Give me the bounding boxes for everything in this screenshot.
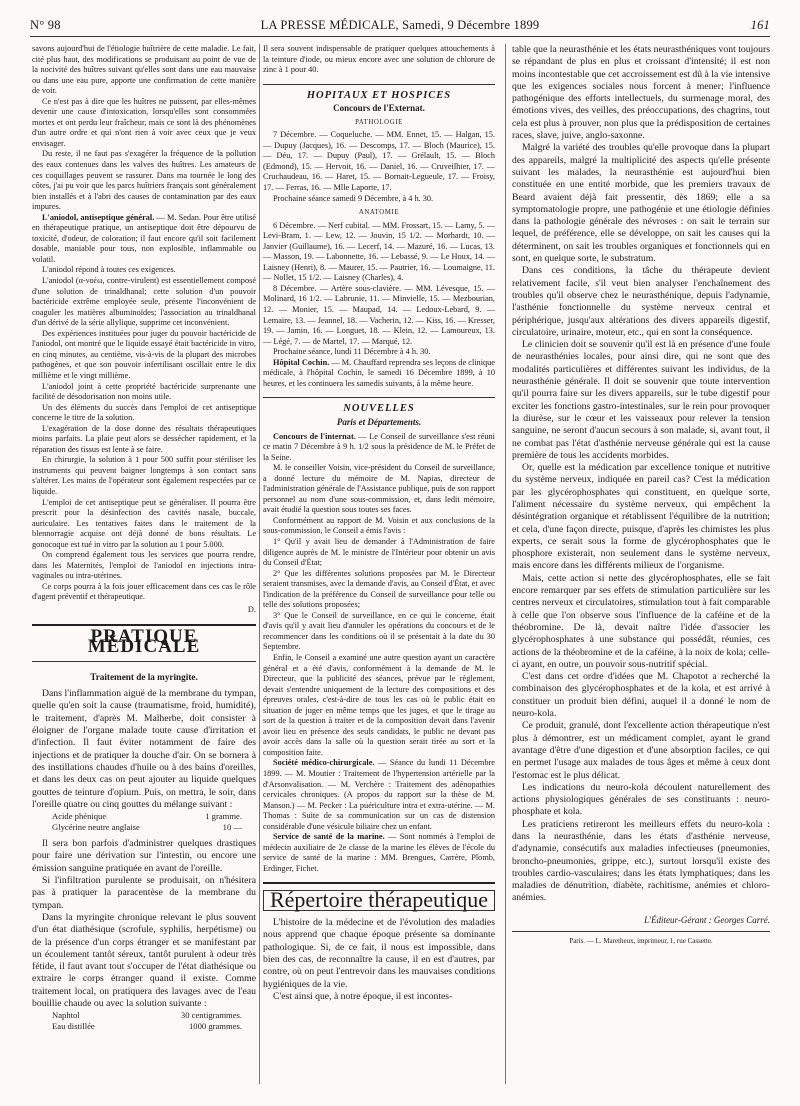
repertoire-paragraph: Malgré la variété des troubles qu'elle provoque dans la plupart des appareils, malgré la multiplicité des aspects qu'elle présente suivant les malades, la neurasthénie est aujourd'hui bien constituée en une entité morbide, que les premiers travaux de Beard avaient déjà fait pressentir, dès 1869; elle a sa symptomatologie propre, une pathogénie et une étiologie définies dans la pathologie générale des névroses : on sait le terrain sur lequel, de préférence, elle se développe, on sait les causes qui la déterminent, on sait les troubles organiques et fonctionnels qui en sont, en quelque sorte, le substratum. xyxy=(512,142,770,265)
header-rule xyxy=(30,36,770,37)
rx-ingredient: Eau distillée xyxy=(52,1021,95,1032)
aniodol-paragraph: Ce corps pourra à la fois jouer efficacement dans ces cas le rôle d'agent préventif et thérapeutique. xyxy=(32,581,256,602)
pathologie-next-session: Prochaine séance samedi 9 Décembre, à 4 h. 30. xyxy=(273,193,434,203)
repertoire-paragraph: Les praticiens retireront les meilleurs effets du neuro-kola : dans la neurasthénie, dans les états d'asthénie nerveuse, d'adynamie, consécutifs aux maladies infectieuses (pneumonies, broncho-pneumonies, grippe, etc.), surtout lorsqu'il existe des troubles cardio-vasculaires; dans les états lymphatiques; dans les maladies de dénutrition, diabète, rachitisme, anémies et chloro-anémies. xyxy=(512,818,770,904)
repertoire-paragraph: Le clinicien doit se souvenir qu'il est là en présence d'une foule de neurasthénies locales, pour ainsi dire, qui ne sont que des modalités particulières et différentes suivant les individus, de la neurasthénie générale. Il doit se souvenir que toute intervention qu'il pourra faire sur les divers appareils, sur le tube digestif pour exciter les fonctions gastro-intestinales, sur le rein pour provoquer la diurèse, sur le cœur et les vaisseaux pour relever la tension sanguine, ne seront d'aucun secours à son malade, si, avant tout, il ne combat pas l'état d'asthénie nerveuse générale qui est la cause première de tous les accidents morbides. xyxy=(512,339,770,461)
issue-number: N° 98 xyxy=(30,18,61,32)
marine-paragraph xyxy=(263,832,495,874)
nouvelles-paragraph: M. le conseiller Voisin, vice-président du Conseil de surveillance, a donné lecture du mémoire de M. Napias, directeur de l'administration générale de l'Assistance publique, puis de son rapport personnel au nom d'une sous-commission, et, dans ledit mémoire, avait étudié la question sous toutes ses faces. xyxy=(263,463,495,515)
societe-paragraph xyxy=(263,758,495,832)
aniodol-paragraph: L'exagération de la dose donne des résultats thérapeutiques moins parfaits. La plaie peut alors se dessécher rapidement, et la réparation des tissus est lente à se faire. xyxy=(32,423,256,454)
journal-title: LA PRESSE MÉDICALE, Samedi, 9 Décembre 1899 xyxy=(260,18,540,32)
nouvelles-paragraph: 1° Qu'il y avait lieu de demander à l'Administration de faire diligence auprès de M. le ministre de l'Intérieur pour obtenir un avis du Conseil d'État; xyxy=(263,536,495,568)
repertoire-paragraph: Mais, cette action si nette des glycérophosphates, elle se fait encore remarquer par ses effets de stimulation particulière sur les centres nerveux et circulatoires, stimulation tout à fait comparable à celle que l'on observe sous l'influence de la caféine et de la théobromine. De là, devait naître l'idée d'associer les glycérophosphates à une substance qui possédât, réunies, ces actions de la théobromine et de la caféine, à la noix de kola; celle-ci ayant, en outre, un pouvoir sous-nutritif spécial. xyxy=(512,572,770,670)
nouvelles-paragraph: 3° Que le Conseil de surveillance, en ce qui le concerne, était d'avis qu'il y avait lieu d'annuler les opérations du concours et de le recommencer dans les conditions où il se présentait à la date du 30 Septembre. xyxy=(263,610,495,652)
concours-paragraph xyxy=(263,432,495,464)
rx-quantity: 30 centigrammes. xyxy=(180,1010,242,1021)
rx-ingredient: Naphtol xyxy=(52,1010,80,1021)
rx-quantity: 1000 grammes. xyxy=(189,1021,242,1032)
marine-heading: Service de santé de la marine. xyxy=(273,832,385,842)
aniodol-heading: L'aniodol, antiseptique général. xyxy=(42,212,155,222)
repertoire-paragraph: C'est dans cet ordre d'idées que M. Chapotot a recherché la combinaison des glycérophosphates et de la kola, et est arrivé à constituer un produit bien défini, auquel il a donné le nom de neuro-kola. xyxy=(512,671,770,720)
prescription-line xyxy=(32,822,256,833)
repertoire-paragraph: L'histoire de la médecine et de l'évolution des maladies nous apprend que chaque époque présente sa dominante pathologique. Si, de ce fait, il nous est impossible, dans bien des cas, de reconnaître la cause, il en est d'autres, par contre, où on peut l'entrevoir dans les mauvaises conditions hygiéniques de la vie. xyxy=(263,917,495,990)
myringite-body xyxy=(32,688,256,1032)
repertoire-paragraph: C'est ainsi que, à notre époque, il est incontes- xyxy=(273,990,453,1002)
aniodol-paragraph: En chirurgie, la solution à 1 pour 500 suffit pour stériliser les instruments qui peuvent baigner longtemps à son contact sans s'altérer. Les mains de l'opérateur sont également respectées par ce liquide. xyxy=(32,455,256,496)
cochin-heading: Hôpital Cochin. xyxy=(273,357,330,367)
repertoire-continued xyxy=(512,44,770,905)
editor-line: L'Éditeur-Gérant : Georges Carré. xyxy=(644,914,770,925)
rx-ingredient: Glycérine neutre anglaise xyxy=(52,822,140,833)
prescription-line xyxy=(32,1021,256,1032)
pathologie-title: PATHOLOGIE xyxy=(355,118,403,126)
column-right xyxy=(512,44,770,1094)
section-rule xyxy=(32,661,256,662)
repertoire-paragraph: Dans ces conditions, la tâche du thérapeute devient relativement facile, s'il veut bien analyser l'enchaînement des troubles qu'il observe chez le neurasthénique, depuis l'adynamie, l'asthénie fonctionnelle du système nerveux central et périphérique, jusqu'aux altérations des divers appareils digestif, circulatoire, urinaire, moteur, etc., qui en sont la conséquence. xyxy=(512,265,770,338)
column-left xyxy=(32,44,256,1094)
anatomie-title: ANATOMIE xyxy=(358,209,400,217)
intro-paragraph: Il sera souvent indispensable de pratiquer quelques attouchements à la teinture d'iode, ou mieux encore avec une solution de chlorure de zinc à 1 pour 40. xyxy=(263,44,495,75)
myringite-paragraph: Il sera bon parfois d'administrer quelques drastiques pour faire une dérivation sur l'intestin, ou encore une émission sanguine pratiquée en avant de l'oreille. xyxy=(32,838,256,874)
anatomie-results: 6 Décembre. — Nerf cubital. — MM. Frossart, 15. — Lamy, 5. — Levi-Bram, 1. — Lew, 12. — Jouvin, 15 1/2. — Morhardt, 10. — Janvier (Guillaume), 16. — Lecerf, 14. — Mazuré, 16. — Lucas, 13. — Masson, 19. — Labonnette, 16. — Lebassé, 9. — Le Houx, 14. — Laisney (Henri), 8. — Maurer, 15. — Pautrier, 16. — Loumaigne, 11. — Nollet, 15 1/2. — Laisney (Charles), 4. xyxy=(263,220,495,283)
hospices-title: HOPITAUX ET HOSPICES xyxy=(306,89,452,101)
aniodol-paragraph: L'aniodol (α-νοέω, contre-virulent) est essentiellement composé d'une solution de trinaldhanal; cette solution d'un pouvoir bactéricide extrême employée seule, présente l'inconvénient de coaguler les matières albuminoïdes; l'association au trinaldhanal d'un dérivé de la série allylique, supprime cet inconvénient. xyxy=(32,276,256,328)
column-divider-2 xyxy=(505,44,506,1084)
societe-heading: Société médico-chirurgicale. xyxy=(273,758,375,768)
myringite-title: Traitement de la myringite. xyxy=(90,671,198,682)
intro-paragraph: Ce n'est pas à dire que les huîtres ne puissent, par elles-mêmes devenir une cause d'intoxication, lorsqu'elles sont consommées mortes et ont perdu leur fraîcheur, mais ce sont là des phénomènes d'un autre ordre et qui n'ont rien à voir avec ceux que je veux envisager. xyxy=(32,96,256,148)
page-number: 161 xyxy=(750,18,770,32)
repertoire-body xyxy=(263,917,495,1003)
nouvelles-paragraph: Enfin, le Conseil a examiné une autre question ayant un caractère général et a été d'avis, conformément à la demande de M. le Directeur, que la publicité des séances, prévue par le règlement, devait s'entendre uniquement de la lecture des compositions et des épreuves orales, c'est-à-dire de tous les cas où le public était en situation de juger en même temps que les juges, et que le tirage au sort de la question à traiter et de la composition devait dans l'avenir avoir lieu en présence des seuls candidats, le public ne devant pas avoir accès dans la salle où la question serait tirée au sort et la composition faite. xyxy=(263,652,495,757)
myringite-paragraph: Si l'infiltration purulente se produisait, on n'hésitera pas à pratiquer la paracentèse de la membrane du tympan. xyxy=(32,875,256,911)
section-rule xyxy=(263,84,495,85)
paris-title: Paris et Départements. xyxy=(336,416,422,427)
column-divider-1 xyxy=(259,44,260,1084)
printer-line: Paris. — L. Maretheux, imprimeur, 1, rue Cassette. xyxy=(512,931,770,947)
aniodol-text: — M. Sedan. Pour être utilisé en thérapeutique pratique, un antiseptique doit être dépourvu de toxicité, d'odeur, de coloration; il faut encore qu'il soit facilement dosable, maniable pour tous, non explosible, inflammable ou volatil. xyxy=(32,212,256,264)
aniodol-paragraph: On comprend également tous les services que pourra rendre, dans les Maternités, l'emploi de l'aniodol en injections intra-vaginales ou intra-utérines. xyxy=(32,550,256,581)
column-middle xyxy=(263,44,495,1094)
aniodol-paragraph: Des expériences instituées pour juger du pouvoir bactéricide de l'aniodol, ont montré que le liquide essayé était bactéricide in vitro, en cinq minutes, au centième, vis-à-vis de la plupart des microbes pathogènes, et que son pouvoir infertilisant oscillait entre le dix millième et le vingt millième. xyxy=(32,328,256,380)
societe-text: — Séance du lundi 11 Décembre 1899. — M. Moutier : Traitement de l'hypertension artérielle par la d'Arsonvalisation. — M. Verchère : Traitement des adénopathies cervicales chroniques. (A propos du rapport sur la thèse de M. Manson.) — M. Pecker : La puériculture intra et extra-utérine. — M. Thomas : Suite de sa communication sur un cas de distension considérable d'une vésicule biliaire chez un enfant. xyxy=(263,758,495,831)
author-signature: D. xyxy=(247,604,256,614)
section-rule xyxy=(263,397,495,398)
repertoire-paragraph: Les indications du neuro-kola découlent naturellement des actions physiologiques générales de ses constituants : neuro-phosphate et kola. xyxy=(512,781,770,818)
myringite-paragraph: Dans l'inflammation aiguë de la membrane du tympan, quelle qu'en soit la cause (traumatisme, froid, humidité), le traitement, d'après M. Malherbe, doit consister à éloigner de l'organe malade toute cause d'irritation et d'infection. Il faut éviter notamment de faire des injections et de pratiquer la douche d'air. On se bornera à des instillations chaudes d'huile ou à des bains d'oreilles, et dans les deux cas on peut ajouter au liquide quelques gouttes de teinture d'opium. Puis, on mettra, le soir, dans l'oreille quatre ou cinq gouttes du mélange suivant : xyxy=(32,688,256,810)
marine-text: — Sont nommés à l'emploi de médecin auxiliaire de 2e classe de la marine les élèves de l'école du service de santé de la marine : MM. Brengues, Carrère, Plomb, Erdinger, Fichet. xyxy=(263,832,495,873)
nouvelles-title: NOUVELLES xyxy=(343,403,415,415)
pathologie-results: 7 Décembre. — Coqueluche. — MM. Ennet, 15. — Halgan, 15. — Dupuy (Jacques), 16. — Descomps, 17. — Bloch (Maurice), 15. — Déu, 17. — Dupuy (Paul), 17. — Grélault, 15. — Bloch (Edmond), 15. — Hervoit, 16. — Daniel, 16. — Cruveilhier, 17. — Cruchaudeau, 16. — Haret, 15. — Bornait-Legueule, 17. — Froisy, 17. — Ferras, 16. — Mlle Laporte, 17. xyxy=(263,130,495,193)
intro-paragraph: Du reste, il ne faut pas s'exagérer la fréquence de la pollution des eaux contenues dans les valves des huîtres. Les amateurs de ces coquillages peuvent se rassurer. Dans ma tournée le long des côtes, j'ai pu voir que les parcs huîtriers français sont généralement bien installés et à l'abri des causes de contamination par des eaux impures. xyxy=(32,149,256,212)
rx-ingredient: Acide phénique xyxy=(52,811,107,822)
repertoire-title: Répertoire thérapeutique xyxy=(263,890,495,911)
cochin-text: — M. Chauffard reprendra ses leçons de clinique médicale, à l'hôpital Cochin, le samedi 16 Décembre 1899, à 10 heures, et les continuera les samedis suivants, à la même heure. xyxy=(263,357,495,388)
myringite-paragraph: Dans la myringite chronique relevant le plus souvent d'un état diathésique (scrofule, syphilis, herpétisme) ou de la présence d'un corps étranger et se manifestant par un écoulement tantôt séreux, tantôt purulent à odeur très fétide, il faut avant tout s'occuper de l'état diathésique ou extraire le corps étranger quand il existe. Comme traitement local, on pratiquera des lavages avec de l'eau bouillie chaude ou avec la solution suivante : xyxy=(32,911,256,1009)
aniodol-paragraph: L'aniodol répond à toutes ces exigences. xyxy=(42,265,176,275)
aniodol-paragraph xyxy=(32,213,256,266)
nouvelles-paragraph: Conformément au rapport de M. Voisin et aux conclusions de la sous-commission, le Conseil a émis l'avis : xyxy=(263,515,495,536)
pratique-title: PRATIQUE MÉDICALE xyxy=(87,625,201,658)
anatomie-results: 8 Décembre. — Artère sous-clavière. — MM. Lévesque, 15. — Molinard, 16 1/2. — Labrunie, 11. — Minvielle, 15. — Mezbourian, 12. — Monier, 15. — Maupad, 14. — Ledoux-Lebard, 9. — Lemaire, 13. — Jeannel, 18. — Vacherin, 12. — Kiss, 16. — Kresser, 19. — Jamin, 16. — Longuet, 18. — Klein, 12. — Lamoureux, 13. — Légé, 7. — de Martel, 17. — Marqué, 12. xyxy=(263,283,495,346)
aniodol-paragraph: L'emploi de cet antiseptique peut se généraliser. Il pourra être prescrit pour la désinfection des cavités nasale, buccale, auriculaire. Les tentatives faites dans le traitement de la blennorragie acquise ont déjà donné de bons résultats. Le gonocoque est tué in vitro par la solution au 1 pour 5.000. xyxy=(32,497,256,549)
page-header xyxy=(30,18,770,34)
aniodol-paragraph: Un des éléments du succès dans l'emploi de cet antiseptique concerne le titre de la solution. xyxy=(32,402,256,423)
intro-paragraph: savons aujourd'hui de l'étiologie huîtrière de cette maladie. Le fait, cité plus haut, des modifications se produisant au point de vue de la nocivité des huîtres suivant qu'elles sont dans une eau mauvaise ou dans une eau pure, apporte une confirmation de cette manière de voir. xyxy=(32,44,256,96)
section-rule xyxy=(263,882,495,884)
prescription-line xyxy=(32,811,256,822)
repertoire-paragraph: Ce produit, granulé, dont l'excellente action thérapeutique n'est plus à démontrer, est un médicament complet, ayant le grand avantage d'être d'une digestion et d'une absorption faciles, ce qui en permet l'usage aux malades de tous âges et même à ceux dont l'estomac est le plus délicat. xyxy=(512,720,770,781)
prescription-line xyxy=(32,1010,256,1021)
rx-quantity: 10 — xyxy=(222,822,242,833)
concours-title: Concours de l'Externat. xyxy=(333,103,425,114)
anatomie-next-session: Prochaine séance, lundi 11 Décembre à 4 h. 30. xyxy=(273,347,431,357)
concours-text: — Le Conseil de surveillance s'est réuni ce matin 7 Décembre à 9 h. 1/2 sous la présidence de M. le Préfet de la Seine. xyxy=(263,431,495,462)
cochin-paragraph xyxy=(263,358,495,390)
aniodol-paragraph: L'aniodol joint à cette propriété bactéricide surprenante une facilité de désodorisation non moins utile. xyxy=(32,381,256,402)
repertoire-paragraph: table que la neurasthénie et les états neurasthéniques vont toujours se répandant de plus en plus et croissant d'intensité; il est non moins incontestable que cet accroissement est dû à la vie intensive que les exigences sociales nous forcent à mener; l'influence pathogénique des efforts intellectuels, du surmenage moral, des émotions vives, des veilles, des préoccupations, des chagrins, tout cela est plus à prouver, non plus que la prédisposition de certaines races, slave, juive, anglo-saxonne. xyxy=(512,44,770,142)
concours-heading: Concours de l'internat. xyxy=(273,431,356,441)
repertoire-paragraph: Or, quelle est la médication par excellence tonique et nutritive du système nerveux, indiquée en pareil cas? C'est la médication par les glycérophosphates qui constituent, en quelque sorte, l'aliment nécessaire du système nerveux, qui empêchent la désintégration organique et rétablissent l'équilibre de la nutrition; et cela, d'une façon directe, puisque, d'après les chimistes les plus experts, ce serait sous la forme de glycérophosphates que le phosphore existerait, non seulement dans le système nerveux, mais encore dans les différents milieux de l'organisme. xyxy=(512,462,770,572)
rx-quantity: 1 gramme. xyxy=(205,811,242,822)
nouvelles-paragraph: 2° Que les différentes solutions proposées par M. le Directeur seraient transmises, avec la demande d'avis, au Conseil d'État, et avec l'indication de la préférence du Conseil de surveillance pour telle ou telle des solutions proposées; xyxy=(263,568,495,610)
